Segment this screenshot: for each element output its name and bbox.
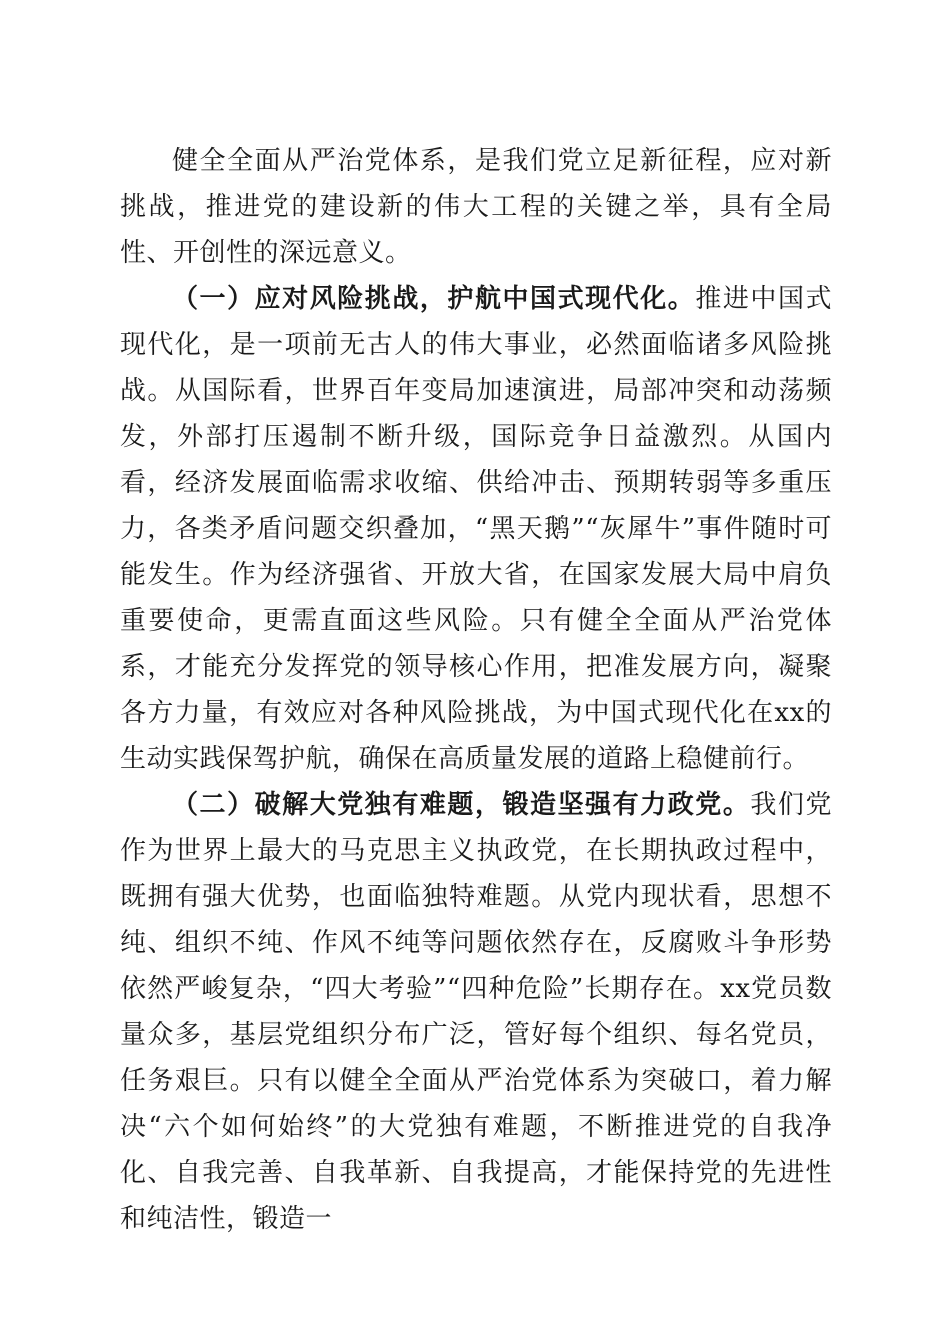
section-2-text: 我们党作为世界上最大的马克思主义执政党，在长期执政过程中，既拥有强大优势，也面临独特难题。从党内现状看，思想不纯、组织不纯、作风不纯等问题依然存在，反腐败斗争形势依然严峻复杂，“四大考验”“四种危险”长期存在。xx党员数量众多，基层党组织分布广泛，管好每个组织、每名党员，任务艰巨。只有以健全全面从严治党体系为突破口，着力解决“六个如何始终”的大党独有难题，不断推进党的自我净化、自我完善、自我革新、自我提高，才能保持党的先进性和纯洁性，锻造一	[120, 790, 832, 1234]
section-2-heading: （二）破解大党独有难题，锻造坚强有力政党。	[172, 790, 751, 820]
section-1-text: 推进中国式现代化，是一项前无古人的伟大事业，必然面临诸多风险挑战。从国际看，世界百年变局加速演进，局部冲突和动荡频发，外部打压遏制不断升级，国际竞争日益激烈。从国内看，经济发展面临需求收缩、供给冲击、预期转弱等多重压力，各类矛盾问题交织叠加，“黑天鹅”“灰犀牛”事件随时可能发生。作为经济强省、开放大省，在国家发展大局中肩负重要使命，更需直面这些风险。只有健全全面从严治党体系，才能充分发挥党的领导核心作用，把准发展方向，凝聚各方力量，有效应对各种风险挑战，为中国式现代化在xx的生动实践保驾护航，确保在高质量发展的道路上稳健前行。	[120, 284, 832, 774]
section-1-heading: （一）应对风险挑战，护航中国式现代化。	[172, 284, 696, 314]
document-body	[120, 138, 832, 1242]
paragraph-intro-text: 健全全面从严治党体系，是我们党立足新征程，应对新挑战，推进党的建设新的伟大工程的关键之举，具有全局性、开创性的深远意义。	[120, 146, 832, 268]
paragraph-section-2	[120, 782, 832, 1242]
paragraph-intro	[120, 138, 832, 276]
paragraph-section-1	[120, 276, 832, 782]
